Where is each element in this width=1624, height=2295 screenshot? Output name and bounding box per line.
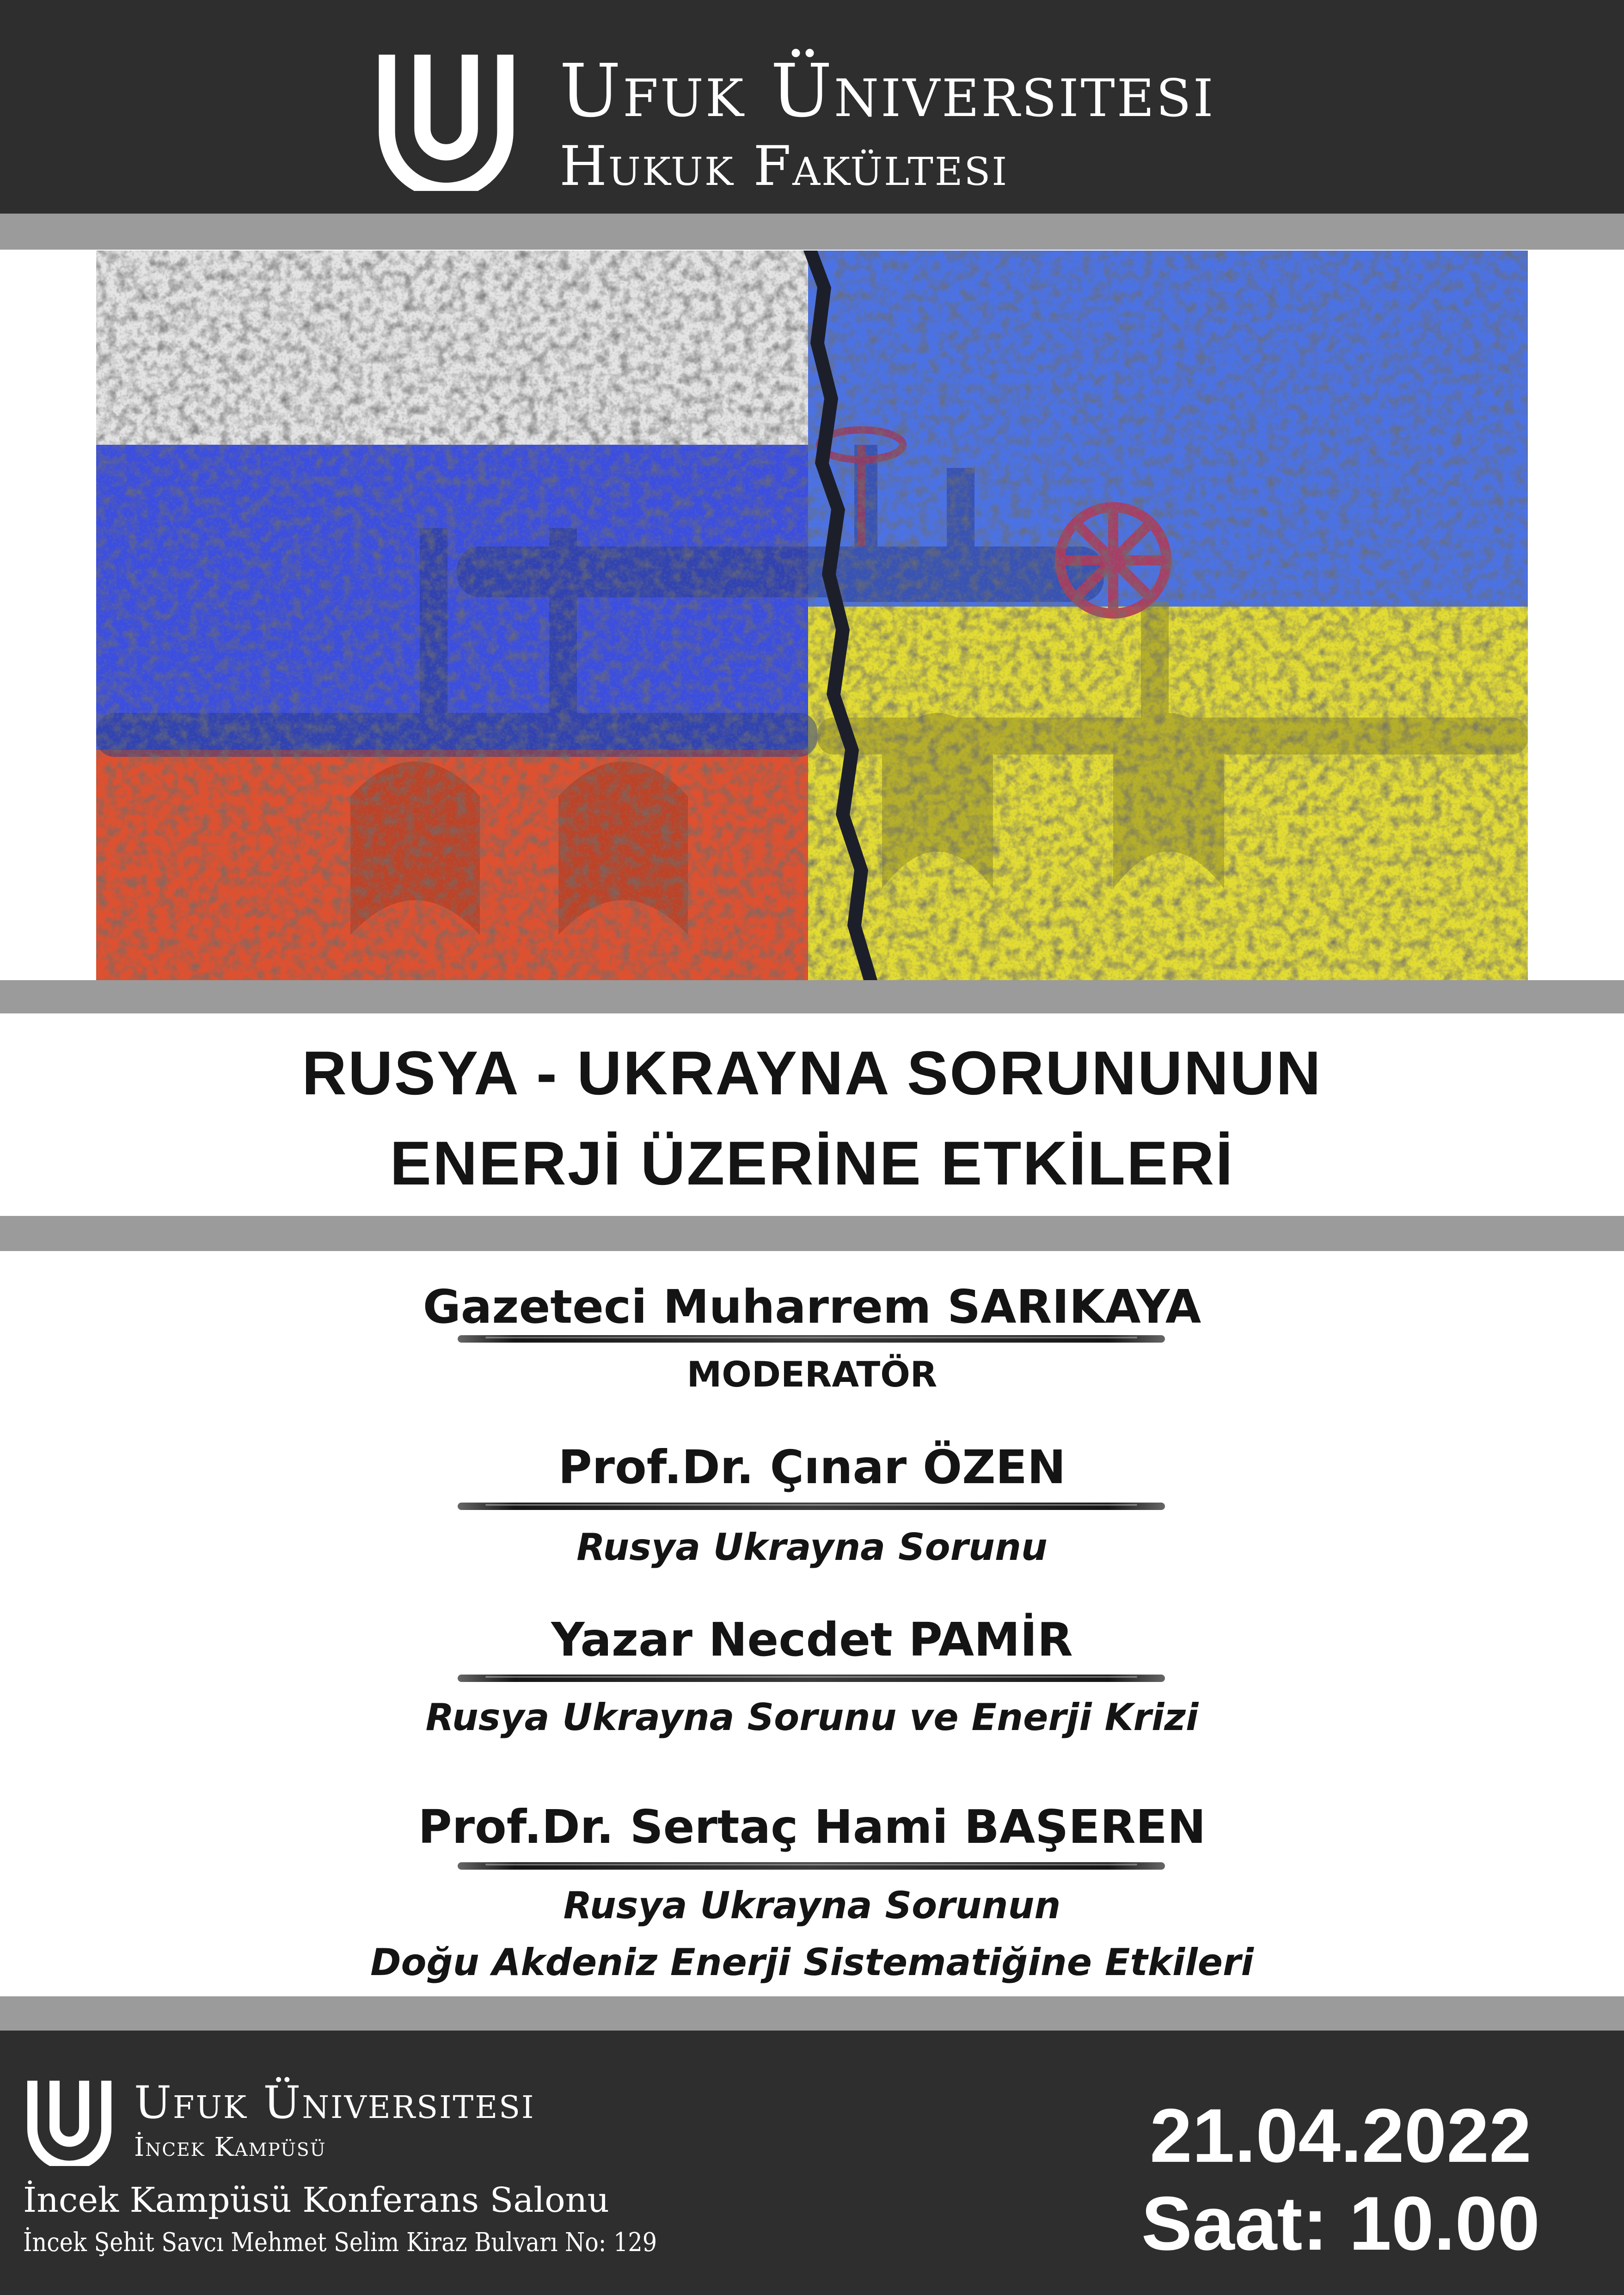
footer-university-name: Ufuk Üniversitesi xyxy=(134,2077,535,2129)
speaker-topic: Rusya Ukrayna Sorunu ve Enerji Krizi xyxy=(425,1696,1199,1739)
event-title-line1: RUSYA - UKRAYNA SORUNUNUN xyxy=(302,1039,1322,1108)
speaker-topic: Doğu Akdeniz Enerji Sistematiğine Etkileri xyxy=(370,1941,1254,1984)
speaker-role: MODERATÖR xyxy=(686,1354,938,1395)
divider-band xyxy=(0,1216,1624,1251)
university-name: Ufuk Üniversitesi xyxy=(559,49,1215,134)
event-date: 21.04.2022 xyxy=(1150,2093,1532,2178)
university-logo-icon xyxy=(372,55,520,191)
divider-band xyxy=(0,214,1624,250)
venue-name: İncek Kampüsü Konferans Salonu xyxy=(23,2180,609,2220)
speaker-name: Prof.Dr. Sertaç Hami BAŞEREN xyxy=(418,1800,1206,1854)
divider-band xyxy=(0,980,1624,1013)
speaker-topic: Rusya Ukrayna Sorunun xyxy=(563,1884,1061,1927)
speaker-underline xyxy=(458,1675,1165,1682)
speaker-underline xyxy=(458,1503,1165,1510)
hero-image xyxy=(96,251,1528,980)
university-logo-icon xyxy=(23,2080,116,2166)
speaker-name: Yazar Necdet PAMİR xyxy=(551,1613,1073,1667)
speaker-name: Gazeteci Muharrem SARIKAYA xyxy=(423,1280,1201,1334)
venue-address: İncek Şehit Savcı Mehmet Selim Kiraz Bulvarı No: 129 xyxy=(23,2228,657,2258)
faculty-name: Hukuk Fakültesi xyxy=(559,134,1009,198)
footer-campus-name: İncek Kampüsü xyxy=(134,2132,326,2162)
flags-pipeline-illustration xyxy=(96,251,1528,980)
speaker-underline xyxy=(458,1862,1165,1870)
speaker-underline xyxy=(458,1335,1165,1343)
divider-band xyxy=(0,1996,1624,2031)
speaker-topic: Rusya Ukrayna Sorunu xyxy=(576,1526,1048,1569)
speaker-name: Prof.Dr. Çınar ÖZEN xyxy=(558,1440,1066,1494)
event-title-line2: ENERJİ ÜZERİNE ETKİLERİ xyxy=(390,1129,1234,1198)
event-time: Saat: 10.00 xyxy=(1141,2181,1540,2266)
